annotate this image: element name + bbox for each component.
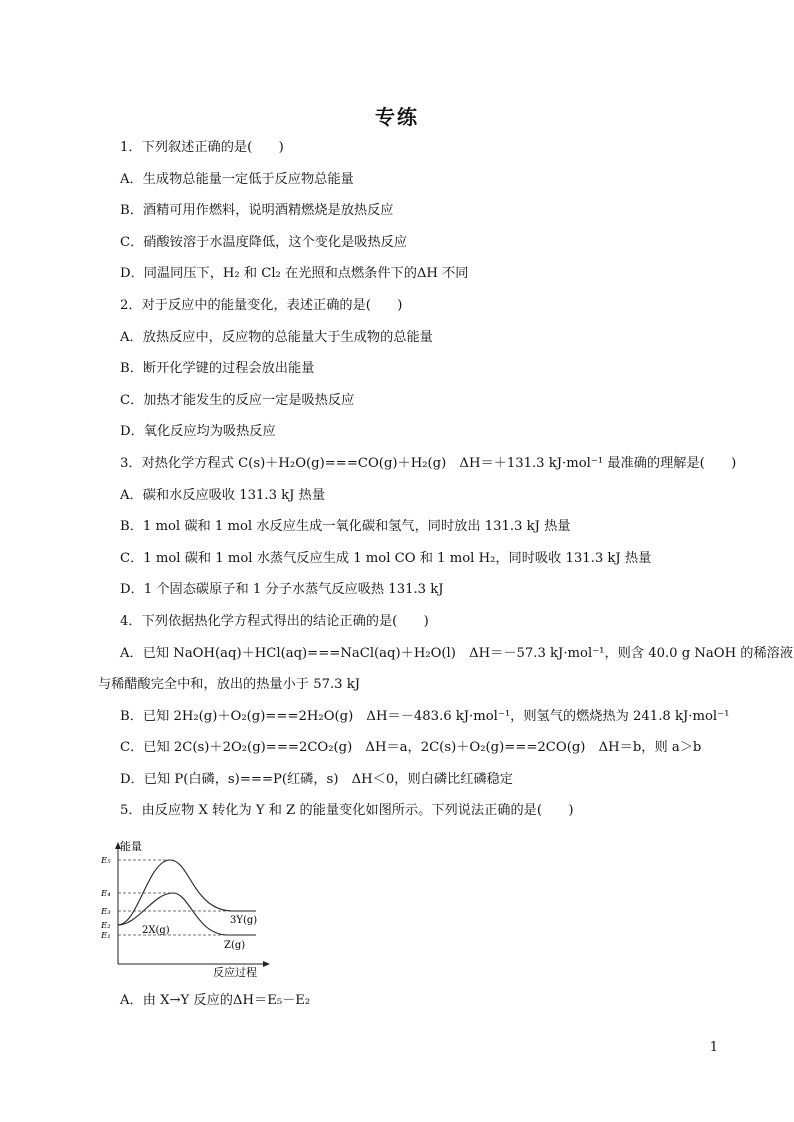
q3-option-c: C．1 mol 碳和 1 mol 水蒸气反应生成 1 mol CO 和 1 mol H₂，同时吸收 131.3 kJ 热量 — [120, 550, 652, 566]
label-2x: 2X(g) — [142, 925, 170, 936]
q4-option-d: D．已知 P(白磷，s)===P(红磷，s) ΔH＜0，则白磷比红磷稳定 — [120, 771, 513, 787]
level-e3-label: E₃ — [101, 907, 111, 917]
page-number: 1 — [709, 1040, 718, 1055]
x-axis-arrow — [263, 961, 270, 967]
level-e5-label: E₅ — [101, 856, 111, 866]
q1-option-b: B．酒精可用作燃料，说明酒精燃烧是放热反应 — [120, 203, 394, 219]
q4-option-b: B．已知 2H₂(g)＋O₂(g)===2H₂O(g) ΔH＝－483.6 kJ·mol⁻¹，则氢气的燃烧热为 241.8 kJ·mol⁻¹ — [120, 708, 730, 724]
q5-option-a: A．由 X→Y 反应的ΔH＝E₅－E₂ — [120, 993, 311, 1008]
y-axis-label: 能量 — [120, 840, 142, 853]
x-axis-label: 反应过程 — [213, 966, 257, 978]
q2-option-a: A．放热反应中，反应物的总能量大于生成物的总能量 — [120, 329, 433, 345]
q1-option-d: D．同温同压下，H₂ 和 Cl₂ 在光照和点燃条件下的ΔH 不同 — [120, 266, 469, 282]
q4-option-a-line1: A．已知 NaOH(aq)＋HCl(aq)===NaCl(aq)＋H₂O(l) ΔH＝－57.3 kJ·mol⁻¹，则含 40.0 g NaOH 的稀溶液 — [120, 645, 794, 661]
q5-stem: 5．由反应物 X 转化为 Y 和 Z 的能量变化如图所示。下列说法正确的是( ) — [120, 803, 574, 819]
q3-option-b: B．1 mol 碳和 1 mol 水反应生成一氧化碳和氢气，同时放出 131.3 kJ 热量 — [120, 519, 571, 535]
q3-option-d: D．1 个固态碳原子和 1 分子水蒸气反应吸热 131.3 kJ — [120, 582, 444, 598]
q3-option-a: A．碳和水反应吸收 131.3 kJ 热量 — [120, 487, 326, 503]
q2-option-b: B．断开化学键的过程会放出能量 — [120, 361, 315, 377]
energy-diagram-svg — [98, 838, 273, 978]
q1-option-c: C．硝酸铵溶于水温度降低，这个变化是吸热反应 — [120, 234, 408, 250]
label-z: Z(g) — [224, 940, 246, 951]
q3-stem: 3．对热化学方程式 C(s)＋H₂O(g)===CO(g)＋H₂(g) ΔH＝＋131.3 kJ·mol⁻¹ 最准确的理解是( ) — [120, 455, 737, 471]
q1-stem: 1．下列叙述正确的是( ) — [120, 140, 284, 155]
page-title: 专练 — [375, 105, 419, 129]
q4-stem: 4．下列依据热化学方程式得出的结论正确的是( ) — [120, 613, 429, 629]
level-e2-label: E₂ — [101, 921, 111, 931]
q2-option-c: C．加热才能发生的反应一定是吸热反应 — [120, 392, 355, 408]
label-3y: 3Y(g) — [230, 915, 258, 926]
energy-diagram — [98, 838, 273, 978]
q4-option-a — [98, 645, 794, 694]
q1-option-a: A．生成物总能量一定低于反应物总能量 — [120, 171, 354, 187]
q5-options — [98, 993, 698, 1025]
q2-option-d: D．氧化反应均为吸热反应 — [120, 424, 276, 440]
q4-option-c: C．已知 2C(s)＋2O₂(g)===2CO₂(g) ΔH＝a，2C(s)＋O₂(g)===2CO(g) ΔH＝b，则 a＞b — [120, 740, 702, 756]
q2-stem: 2．对于反应中的能量变化，表述正确的是( ) — [120, 297, 403, 313]
question-body — [98, 140, 794, 835]
level-e4-label: E₄ — [101, 889, 111, 899]
q4-option-a-line2: 与稀醋酸完全中和，放出的热量小于 57.3 kJ — [98, 677, 361, 693]
curve-to-z — [118, 893, 256, 935]
level-e1-label: E₁ — [101, 931, 111, 941]
